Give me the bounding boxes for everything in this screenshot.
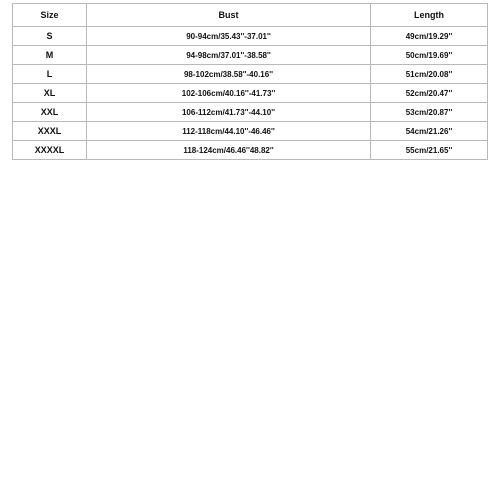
length-cell: 55cm/21.65'' (371, 141, 488, 160)
length-cell: 50cm/19.69'' (371, 46, 488, 65)
table-body (13, 27, 488, 160)
size-cell: L (13, 65, 87, 84)
size-cell: S (13, 27, 87, 46)
size-chart-table (12, 3, 488, 160)
size-cell: XL (13, 84, 87, 103)
length-cell: 52cm/20.47'' (371, 84, 488, 103)
header-size: Size (13, 4, 87, 27)
header-row (13, 4, 488, 27)
size-cell: XXXXL (13, 141, 87, 160)
table-row (13, 65, 488, 84)
table-header (13, 4, 488, 27)
length-cell: 53cm/20.87'' (371, 103, 488, 122)
table-row (13, 122, 488, 141)
table-row (13, 27, 488, 46)
bust-cell: 98-102cm/38.58''-40.16'' (87, 65, 371, 84)
bust-cell: 112-118cm/44.10''-46.46'' (87, 122, 371, 141)
length-cell: 51cm/20.08'' (371, 65, 488, 84)
size-cell: M (13, 46, 87, 65)
table-row (13, 103, 488, 122)
bust-cell: 102-106cm/40.16''-41.73'' (87, 84, 371, 103)
bust-cell: 106-112cm/41.73''-44.10'' (87, 103, 371, 122)
length-cell: 54cm/21.26'' (371, 122, 488, 141)
size-cell: XXXL (13, 122, 87, 141)
table-row (13, 141, 488, 160)
header-length: Length (371, 4, 488, 27)
bust-cell: 90-94cm/35.43''-37.01'' (87, 27, 371, 46)
bust-cell: 118-124cm/46.46''48.82'' (87, 141, 371, 160)
length-cell: 49cm/19.29'' (371, 27, 488, 46)
table-row (13, 46, 488, 65)
size-cell: XXL (13, 103, 87, 122)
header-bust: Bust (87, 4, 371, 27)
table-row (13, 84, 488, 103)
bust-cell: 94-98cm/37.01''-38.58'' (87, 46, 371, 65)
